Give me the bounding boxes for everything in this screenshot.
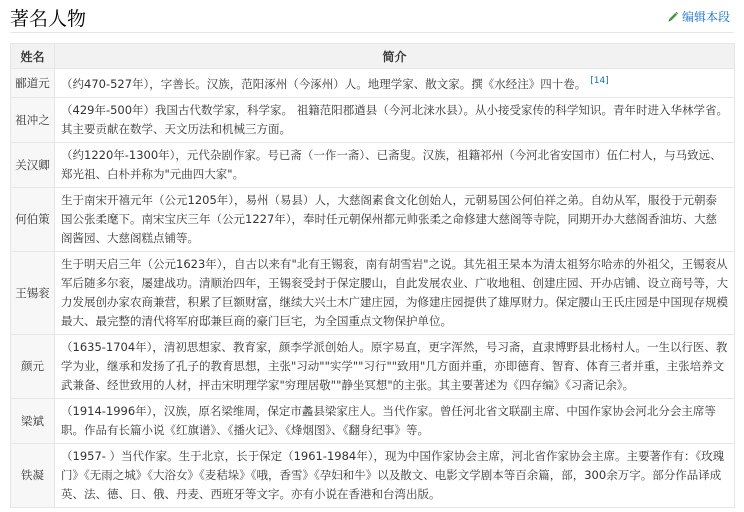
table-header-row (11, 44, 735, 69)
person-intro: （1635-1704年），清初思想家、教育家，颜李学派创始人。原字易直，更字浑然，号习斋，直隶博野县北杨村人。一生以行医、教学为业，继承和发扬了孔子的教育思想，主张"习动""实学""习行""致用"几方面并重，亦即德育、智育、体育三者并重，主张培养文武兼备、经世致用的人材，抨击宋明理学家"穷理居敬""静坐冥想"的主张。其主要著述为《四存编》《习斋记余》。 (55, 334, 735, 398)
person-intro: 生于明天启三年（公元1623年），自古以来有"北有王锡衮，南有胡雪岩"之说。其先祖王杲本为清太祖努尔哈赤的外祖父，王锡衮从军后随多尔衮，屡建战功。清顺治四年，王锡衮受封于保定腰山，自此发展农业、广收地租、创建庄园、开办店铺、设立商号等，大力发展创办家农商兼营，积累了巨额财富，继续大兴土木广建庄园，为修建庄园提供了雄厚财力。保定腰山王氏庄园是中国现存规模最大、最完整的清代将军府邸兼巨商的豪门巨宅，为全国重点文物保护单位。 (55, 251, 735, 334)
edit-section-label: 编辑本段 (681, 10, 730, 24)
person-name: 梁斌 (11, 398, 55, 443)
person-name: 关汉卿 (11, 142, 55, 187)
table-row (11, 97, 735, 142)
person-intro-text: （约470-527年），字善长。汉族，范阳涿州（今涿州）人。地理学家、散文家。撰《水经注》四十卷。 (61, 76, 587, 91)
table-row (11, 334, 735, 398)
person-name: 何伯策 (11, 187, 55, 251)
table-row (11, 142, 735, 187)
column-header-name: 姓名 (11, 44, 55, 69)
person-name: 郦道元 (11, 69, 55, 98)
table-row (11, 251, 735, 334)
famous-people-table (10, 43, 735, 508)
header-divider (10, 32, 734, 33)
person-intro: （429年-500年）我国古代数学家，科学家。 祖籍范阳郡遒县（今河北涞水县）。从小接受家传的科学知识。青年时进入华林学省。其主要贡献在数学、天文历法和机械三方面。 (55, 97, 735, 142)
edit-section-link[interactable] (667, 8, 730, 25)
table-row (11, 69, 735, 98)
person-intro: （1914-1996年），汉族，原名梁维周，保定市蠡县梁家庄人。当代作家。曾任河北省文联副主席、中国作家协会河北分会主席等职。作品有长篇小说《红旗谱》、《播火记》、《烽烟图》、《翻身纪事》等。 (55, 398, 735, 443)
section-title: 著名人物 (10, 8, 87, 30)
person-name: 祖冲之 (11, 97, 55, 142)
section-header (0, 0, 744, 34)
person-intro: 生于南宋开禧元年（公元1205年），易州（易县）人，大慈阁素食文化创始人，元朝易国公何伯祥之弟。自幼从军，服役于元朝泰国公张柔麾下。南宋宝庆三年（公元1227年），奉时任元朝保州都元帅张柔之命修建大慈阁等寺院，同期开办大慈阁香油坊、大慈阁酱园、大慈阁糕点铺等。 (55, 187, 735, 251)
pencil-icon (667, 11, 679, 23)
person-name: 铁凝 (11, 443, 55, 507)
person-intro: （1957- ）当代作家。生于北京，长于保定（1961-1984年），现为中国作家协会主席，河北省作家协会主席。主要著作有：《玫瑰门》《无雨之城》《大浴女》《麦秸垛》《哦，香雪》《孕妇和牛》以及散文、电影文学剧本等百余篇，部，300余万字。部分作品译成英、法、德、日、俄、丹麦、西班牙等文字。亦有小说在香港和台湾出版。 (55, 443, 735, 507)
table-row (11, 443, 735, 507)
person-intro: （约1220年-1300年），元代杂剧作家。号已斋（一作一斋）、已斋叟。汉族，祖籍祁州（今河北省安国市）伍仁村人，与马致远、郑光祖、白朴并称为"元曲四大家"。 (55, 142, 735, 187)
table-row (11, 398, 735, 443)
person-intro (55, 69, 735, 98)
citation-link[interactable]: [14] (590, 76, 609, 86)
column-header-intro: 简介 (55, 44, 735, 69)
table-row (11, 187, 735, 251)
person-name: 颜元 (11, 334, 55, 398)
person-name: 王锡衮 (11, 251, 55, 334)
